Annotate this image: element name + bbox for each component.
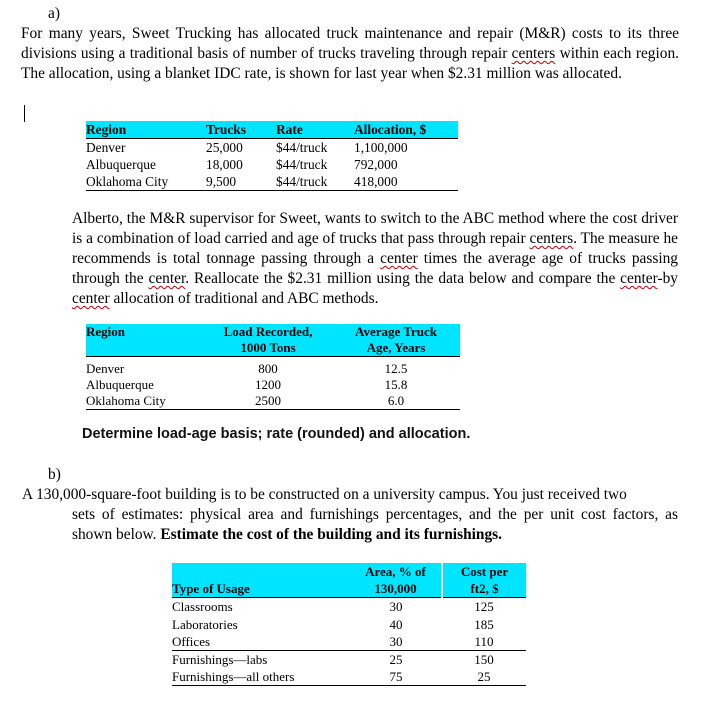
table-header-row bbox=[86, 324, 460, 357]
table-row: Classrooms 30 125 bbox=[172, 599, 494, 615]
part-a-label: a) bbox=[48, 5, 60, 22]
table-row: Denver 25,000 $44/truck 1,100,000 bbox=[86, 140, 408, 155]
col-header-load: Load Recorded, 1000 Tons bbox=[223, 324, 313, 355]
part-a-intro: For many years, Sweet Trucking has allocated truck maintenance and repair (M&R) costs to its three divisions using a traditional basis of number of trucks traveling through repair centers within each region. The allocation, using a blanket IDC rate, is shown for last year when $2.31 million was allocated. bbox=[21, 25, 679, 82]
table-row: Furnishings—labs 25 150 bbox=[172, 652, 494, 668]
truck-allocation-table bbox=[86, 121, 458, 191]
col-header-region: Region bbox=[86, 121, 206, 139]
determine-instruction: Determine load-age basis; rate (rounded) and allocation. bbox=[82, 426, 471, 442]
table-row: Albuquerque 1200 15.8 bbox=[86, 376, 408, 392]
col-header-trucks: Trucks bbox=[206, 121, 276, 139]
col-header-cost: Cost per ft2, $ bbox=[442, 563, 526, 598]
text-cursor bbox=[24, 105, 25, 122]
table-row: Furnishings—all others 75 25 bbox=[172, 668, 526, 686]
col-header-region: Region bbox=[86, 324, 125, 339]
table-row: Offices 30 110 bbox=[172, 633, 526, 651]
table-row: Oklahoma City 2500 6.0 bbox=[86, 393, 460, 410]
part-b-text: sets of estimates: physical area and furnishings percentages, and the per unit cost factors, as shown below. Estimate the cost of the building and its furnishings. bbox=[72, 506, 678, 543]
part-b-label: b) bbox=[48, 466, 61, 483]
col-header-age: Average Truck Age, Years bbox=[355, 324, 437, 355]
col-header-allocation: Allocation, $ bbox=[354, 121, 458, 139]
part-b-text-line1: A 130,000-square-foot building is to be constructed on a university campus. You just received two bbox=[22, 486, 627, 503]
part-a-abc-paragraph: Alberto, the M&R supervisor for Sweet, wants to switch to the ABC method where the cost driver is a combination of load carried and age of trucks that pass through repair centers. The measure he recommends is total tonnage passing through a center times the average age of trucks passing through the center. Reallocate the $2.31 million using the data below and compare the center-by center allocation of traditional and ABC methods. bbox=[72, 210, 678, 307]
building-cost-table bbox=[172, 563, 526, 686]
table-row: Denver 800 12.5 bbox=[86, 360, 408, 376]
col-header-type: Type of Usage bbox=[172, 563, 350, 598]
table-row: Laboratories 40 185 bbox=[172, 616, 494, 632]
table-row: Albuquerque 18,000 $44/truck 792,000 bbox=[86, 157, 398, 172]
table-header-row bbox=[172, 563, 526, 598]
part-b-bold-instruction: Estimate the cost of the building and its furnishings. bbox=[160, 526, 502, 543]
col-header-area: Area, % of 130,000 bbox=[350, 563, 442, 598]
load-age-table bbox=[86, 324, 460, 410]
table-row: Oklahoma City 9,500 $44/truck 418,000 bbox=[86, 173, 458, 191]
table-header-row bbox=[86, 121, 458, 139]
col-header-rate: Rate bbox=[276, 121, 354, 139]
